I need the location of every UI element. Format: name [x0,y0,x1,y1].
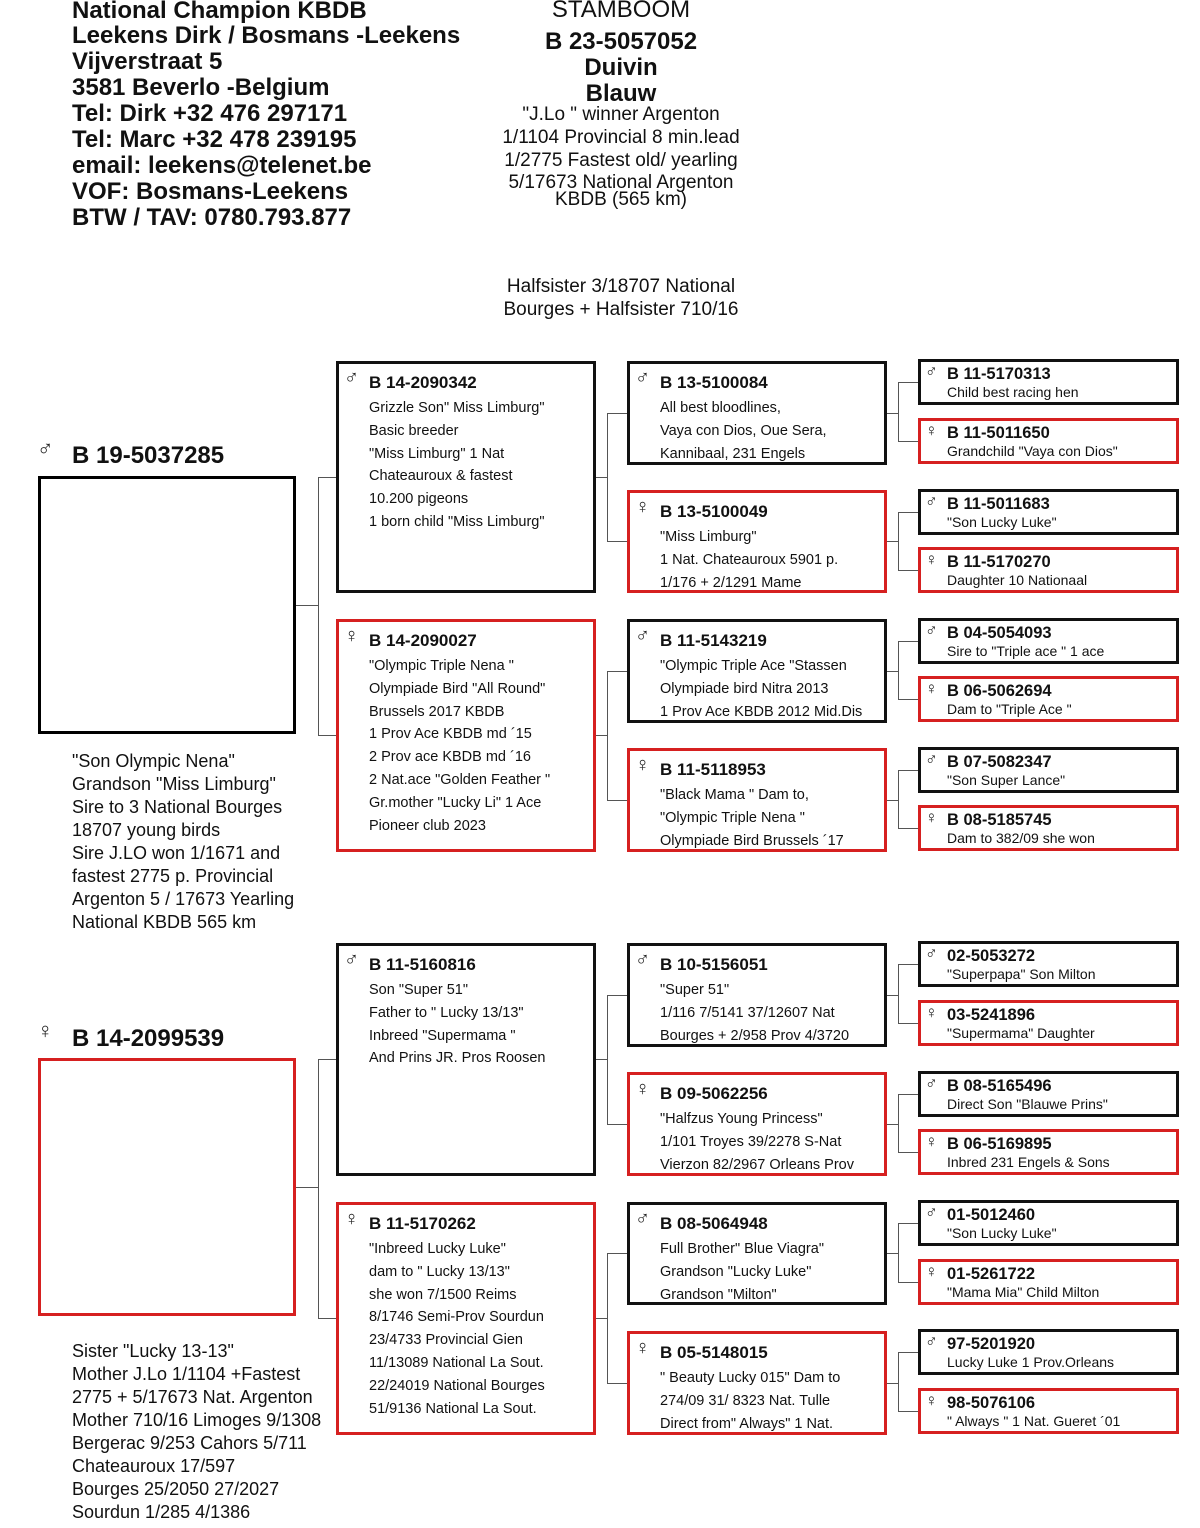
box-line: "Inbreed Lucky Luke" [369,1241,506,1257]
box-ring: B 11-5170270 [947,553,1051,571]
connector-line [607,995,627,996]
pedigree-box-gen4 [918,489,1179,535]
box-line: Inbreed "Supermama " [369,1027,516,1044]
connector-line [898,512,899,571]
box-line: 1/116 7/5141 37/12607 Nat [660,1004,835,1021]
connector-line [607,800,627,801]
box-ring: B 11-5143219 [660,631,767,650]
pedigree-box-gen3 [627,361,887,465]
female-icon: ♀ [925,1262,938,1281]
breeder-line: Leekens Dirk / Bosmans -Leekens [72,22,461,49]
connector-line [318,1059,319,1319]
dam-desc-line: Bergerac 9/253 Cahors 5/711 [72,1433,307,1453]
sire-photo [38,476,296,734]
female-icon: ♀ [925,1391,938,1410]
connector-line [898,382,899,442]
connector-line [898,1223,899,1283]
connector-line [898,828,918,829]
box-line: Olympiade bird Nitra 2013 [660,680,829,697]
connector-line [898,770,918,771]
box-details [660,1367,840,1435]
connector-line [887,1253,898,1254]
box-details [660,784,844,852]
pedigree-box-gen4 [918,805,1179,851]
box-ring: B 08-5064948 [660,1214,768,1233]
box-line: "Olympic Triple Nena " [660,809,805,826]
subject-ring: B 23-5057052 [544,28,698,55]
connector-line [607,541,627,542]
box-details [660,526,838,593]
pedigree-box-gen4 [918,618,1179,664]
box-details [660,1108,854,1176]
connector-line [296,605,318,606]
sire-desc-line: Argenton 5 / 17673 Yearling [72,889,295,909]
box-details [369,655,550,837]
box-line: Gr.mother "Lucky Li" 1 Ace [369,794,542,811]
box-ring: 01-5261722 [947,1265,1036,1283]
box-ring: B 10-5156051 [660,955,768,974]
box-line: "Miss Limburg" [660,529,757,545]
box-line: Child best racing hen [947,384,1079,400]
male-icon: ♂ [37,436,54,461]
box-line: "Son Lucky Luke" [947,514,1057,530]
subject-detail: "J.Lo " winner Argenton [522,104,720,125]
box-line: 274/09 31/ 8323 Nat. Tulle [660,1392,831,1409]
sire-desc-line: National KBDB 565 km [72,912,257,932]
connector-line [318,1318,336,1319]
female-icon: ♀ [344,1208,359,1230]
box-line: Vierzon 82/2967 Orleans Prov [660,1156,854,1173]
subject-detail: KBDB (565 km) [555,189,687,210]
box-line: Father to " Lucky 13/13" [369,1004,524,1021]
breeder-line: National Champion KBDB [72,0,367,24]
box-ring: B 05-5148015 [660,1343,768,1362]
pedigree-box-gen2 [336,1202,596,1435]
dam-desc-line: Sister "Lucky 13-13" [72,1341,234,1361]
box-ring: B 06-5169895 [947,1135,1052,1153]
connector-line [898,512,918,513]
box-line: Chateauroux & fastest [369,468,513,485]
box-line: Basic breeder [369,422,459,439]
box-line: Olympiade Bird "All Round" [369,680,546,697]
connector-line [318,477,336,478]
female-icon: ♀ [635,1078,650,1100]
box-ring: 03-5241896 [947,1006,1036,1024]
male-icon: ♂ [925,1074,938,1093]
box-details [660,979,849,1047]
pedigree-box-gen2 [336,943,596,1176]
box-details [369,397,545,534]
box-details [660,397,827,465]
sire-ring: B 19-5037285 [72,442,225,469]
box-line: Full Brother" Blue Viagra" [660,1241,824,1257]
box-ring: B 11-5170262 [369,1214,476,1233]
box-line: "Olympic Triple Nena " [369,658,514,674]
box-line: "Son Super Lance" [947,772,1066,788]
box-line: 22/24019 National Bourges [369,1377,545,1394]
dam-desc-line: 2775 + 5/17673 Nat. Argenton [72,1387,313,1407]
pedigree-box-gen4 [918,1200,1179,1246]
connector-line [898,1094,918,1095]
box-ring: B 13-5100049 [660,502,768,521]
connector-line [318,1059,336,1060]
female-icon: ♀ [635,1337,650,1359]
connector-line [596,1318,607,1319]
box-ring: B 11-5160816 [369,955,476,974]
pedigree-box-gen3 [627,943,887,1047]
pedigree-box-gen4 [918,418,1179,464]
breeder-line: Vijverstraat 5 [72,48,223,75]
subject-note: Halfsister 3/18707 National [506,276,736,297]
box-line: 11/13089 National La Sout. [369,1354,544,1371]
pedigree-box-gen4 [918,747,1179,793]
subject-detail: 1/1104 Provincial 8 min.lead [502,127,740,148]
male-icon: ♂ [925,1203,938,1222]
female-icon: ♀ [635,496,650,518]
box-line: 2 Nat.ace "Golden Feather " [369,771,551,788]
subject-note: Bourges + Halfsister 710/16 [503,299,739,320]
box-ring: B 14-2090342 [369,373,477,392]
connector-line [607,1383,627,1384]
female-icon: ♀ [925,679,938,698]
connector-line [898,641,918,642]
box-ring: 97-5201920 [947,1335,1036,1353]
pedigree-box-gen3 [627,619,887,723]
dam-desc-line: Bourges 25/2050 27/2027 [72,1479,280,1499]
box-line: 1/101 Troyes 39/2278 S-Nat [660,1133,842,1150]
sire-desc-line: 18707 young birds [72,820,221,840]
box-line: "Mama Mia" Child Milton [947,1284,1100,1300]
box-line: Vaya con Dios, Oue Sera, [660,422,827,439]
pedigree-box-gen3 [627,748,887,852]
female-icon: ♀ [925,421,938,440]
subject-color: Blauw [585,80,657,107]
connector-line [318,735,336,736]
box-details [369,979,546,1070]
box-ring: B 11-5170313 [947,365,1051,383]
pedigree-box-gen2 [336,619,596,852]
breeder-line: BTW / TAV: 0780.793.877 [72,204,352,231]
box-line: Kannibaal, 231 Engels [660,445,806,462]
box-line: 1 born child "Miss Limburg" [369,513,545,530]
dam-desc-line: Sourdun 1/285 4/1386 [72,1502,251,1522]
box-ring: B 07-5082347 [947,753,1052,771]
box-line: Bourges + 2/958 Prov 4/3720 [660,1027,850,1044]
breeder-line: email: leekens@telenet.be [72,152,372,179]
box-line: dam to " Lucky 13/13" [369,1263,510,1280]
box-ring: 01-5012460 [947,1206,1036,1224]
connector-line [296,1187,318,1188]
box-ring: B 11-5011650 [947,424,1050,442]
male-icon: ♂ [635,949,650,971]
box-line: 51/9136 National La Sout. [369,1400,537,1417]
connector-line [887,413,898,414]
box-line: 23/4733 Provincial Gien [369,1332,523,1349]
male-icon: ♂ [925,944,938,963]
box-line: "Superpapa" Son Milton [947,966,1096,982]
box-line: Grandchild "Vaya con Dios" [947,443,1118,459]
box-line: "Olympic Triple Ace "Stassen [660,658,847,674]
pedigree-box-gen3 [627,1331,887,1435]
connector-line [596,735,607,736]
connector-line [898,1023,918,1024]
connector-line [607,1253,608,1384]
connector-line [898,770,899,829]
connector-line [898,1352,899,1412]
female-icon: ♀ [925,1132,938,1151]
breeder-line: VOF: Bosmans-Leekens [72,178,349,205]
connector-line [596,477,607,478]
sire-desc-line: "Son Olympic Nena" [72,751,235,771]
box-ring: B 08-5165496 [947,1077,1052,1095]
pedigree-box-gen4 [918,676,1179,722]
connector-line [898,641,899,700]
connector-line [887,800,898,801]
breeder-line: 3581 Beverlo -Belgium [72,74,330,101]
box-details [660,655,862,723]
sire-desc-line: fastest 2775 p. Provincial [72,866,274,886]
box-line: Daughter 10 Nationaal [947,572,1088,588]
connector-line [898,1352,918,1353]
male-icon: ♂ [344,949,359,971]
connector-line [898,441,918,442]
pedigree-box-gen4 [918,1259,1179,1305]
dam-desc-line: Mother 710/16 Limoges 9/1308 [72,1410,322,1430]
pedigree-box-gen4 [918,941,1179,987]
box-line: Direct Son "Blauwe Prins" [947,1096,1108,1112]
dam-desc-line: Mother J.Lo 1/1104 +Fastest [72,1364,301,1384]
box-line: Dam to "Triple Ace " [947,701,1072,717]
pedigree-box-gen4 [918,547,1179,593]
pedigree-box-gen4 [918,1129,1179,1175]
connector-line [887,995,898,996]
box-line: "Miss Limburg" 1 Nat [369,445,505,462]
pedigree-box-gen4 [918,1071,1179,1117]
connector-line [898,382,918,383]
box-ring: B 13-5100084 [660,373,768,392]
connector-line [898,964,918,965]
male-icon: ♂ [635,625,650,647]
box-ring: B 14-2090027 [369,631,477,650]
box-line: Lucky Luke 1 Prov.Orleans [947,1354,1115,1370]
female-icon: ♀ [37,1018,54,1043]
subject-sex: Duivin [584,54,658,81]
male-icon: ♂ [925,621,938,640]
box-line: 8/1746 Semi-Prov Sourdun [369,1309,544,1326]
pedigree-box-gen3 [627,1202,887,1305]
connector-line [607,413,608,542]
box-ring: B 11-5118953 [660,760,766,779]
box-line: "Son Lucky Luke" [947,1225,1057,1241]
box-line: 1 Prov Ace KBDB 2012 Mid.Dis [660,703,863,720]
box-ring: B 04-5054093 [947,624,1052,642]
box-line: 10.200 pigeons [369,491,469,508]
connector-line [887,671,898,672]
connector-line [898,964,899,1024]
male-icon: ♂ [925,492,938,511]
connector-line [607,995,608,1125]
connector-line [887,1383,898,1384]
box-line: Inbred 231 Engels & Sons [947,1154,1110,1170]
connector-line [898,1152,918,1153]
dam-photo [38,1058,296,1316]
box-line: Grandson "Milton" [660,1286,777,1303]
box-line: "Super 51" [660,982,730,998]
male-icon: ♂ [925,750,938,769]
box-line: 2 Prov ace KBDB md ´16 [369,749,531,766]
pedigree-box-gen4 [918,1388,1179,1434]
connector-line [607,671,608,801]
male-icon: ♂ [635,367,650,389]
connector-line [898,570,918,571]
connector-line [887,1124,898,1125]
male-icon: ♂ [635,1208,650,1230]
box-line: Direct from" Always" 1 Nat. [660,1415,834,1432]
page-title: STAMBOOM [551,0,691,23]
connector-line [898,1282,918,1283]
box-ring: 02-5053272 [947,947,1036,965]
connector-line [898,1223,918,1224]
male-icon: ♂ [925,362,938,381]
connector-line [898,1411,918,1412]
connector-line [607,413,627,414]
box-ring: 98-5076106 [947,1394,1036,1412]
breeder-line: Tel: Dirk +32 476 297171 [72,100,348,127]
box-line: 1/176 + 2/1291 Mame [660,574,802,591]
box-line: "Supermama" Daughter [947,1025,1095,1041]
box-line: All best bloodlines, [660,400,781,416]
box-ring: B 06-5062694 [947,682,1052,700]
box-line: she won 7/1500 Reims [369,1286,517,1303]
box-line: "Halfzus Young Princess" [660,1111,823,1127]
breeder-line: Tel: Marc +32 478 239195 [72,126,357,153]
box-line: Pioneer club 2023 [369,817,486,834]
box-line: Grandson "Lucky Luke" [660,1263,812,1280]
box-ring: B 11-5011683 [947,495,1050,513]
box-line: 1 Nat. Chateauroux 5901 p. [660,551,839,568]
pedigree-box-gen3 [627,490,887,593]
box-details [660,1238,824,1305]
female-icon: ♀ [635,754,650,776]
sire-desc-line: Sire J.LO won 1/1671 and [72,843,281,863]
box-line: Brussels 2017 KBDB [369,703,505,720]
connector-line [607,671,627,672]
connector-line [898,699,918,700]
connector-line [596,1059,607,1060]
female-icon: ♀ [925,808,938,827]
connector-line [898,1094,899,1153]
box-ring: B 08-5185745 [947,811,1052,829]
box-line: Son "Super 51" [369,982,468,998]
box-details [369,1238,545,1420]
dam-desc-line: Chateauroux 17/597 [72,1456,236,1476]
pedigree-box-gen4 [918,359,1179,405]
dam-ring: B 14-2099539 [72,1025,225,1052]
male-icon: ♂ [344,367,359,389]
box-ring: B 09-5062256 [660,1084,768,1103]
male-icon: ♂ [925,1332,938,1351]
box-line: Olympiade Bird Brussels ´17 [660,832,844,849]
connector-line [318,477,319,736]
female-icon: ♀ [925,1003,938,1022]
female-icon: ♀ [925,550,938,569]
box-line: Grizzle Son" Miss Limburg" [369,400,545,416]
subject-detail: 5/17673 National Argenton [508,172,734,193]
connector-line [607,1253,627,1254]
pedigree-box-gen3 [627,1072,887,1176]
box-line: And Prins JR. Pros Roosen [369,1050,546,1067]
pedigree-box-gen4 [918,1329,1179,1375]
box-line: " Beauty Lucky 015" Dam to [660,1370,841,1386]
box-line: Dam to 382/09 she won [947,830,1095,846]
subject-detail: 1/2775 Fastest old/ yearling [504,150,738,171]
box-line: "Black Mama " Dam to, [660,787,809,803]
box-line: 1 Prov Ace KBDB md ´15 [369,726,532,743]
sire-desc-line: Sire to 3 National Bourges [72,797,283,817]
connector-line [887,541,898,542]
female-icon: ♀ [344,625,359,647]
pedigree-box-gen2 [336,361,596,593]
sire-desc-line: Grandson "Miss Limburg" [72,774,276,794]
pedigree-box-gen4 [918,1000,1179,1046]
box-line: " Always " 1 Nat. Gueret ´01 [947,1413,1121,1429]
connector-line [607,1124,627,1125]
box-line: Sire to "Triple ace " 1 ace [947,643,1105,659]
